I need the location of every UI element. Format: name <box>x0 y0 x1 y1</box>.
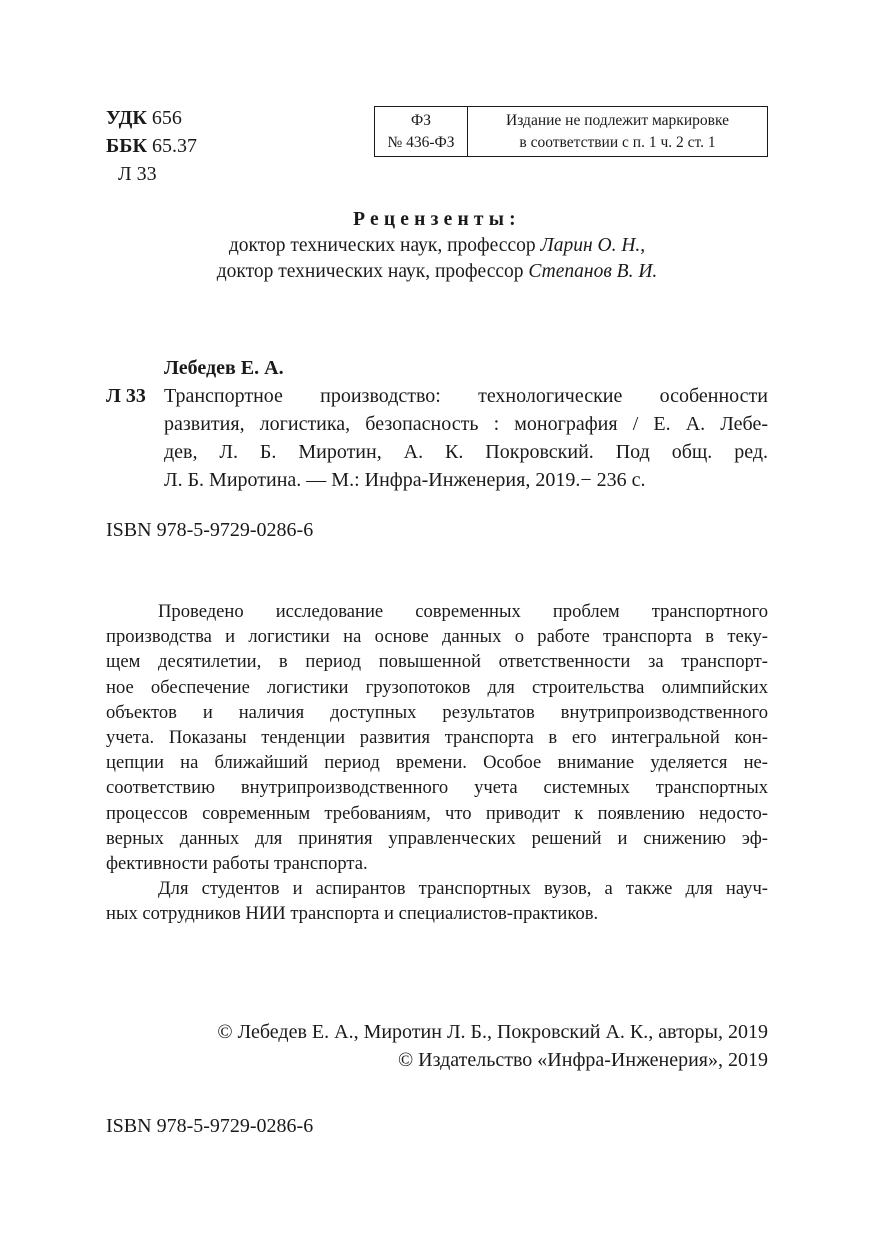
fz-cell: ФЗ № 436-ФЗ <box>375 107 468 156</box>
udk-code: УДК 656 <box>106 107 182 129</box>
reviewers-title: Рецензенты: <box>353 209 521 230</box>
isbn-bottom: ISBN 978-5-9729-0286-6 <box>106 1115 314 1137</box>
bib-code: Л 33 <box>106 385 146 407</box>
abstract-paragraph-2: Для студентов и аспирантов транспортных вузов, а также для науч- ных сотрудников НИИ транспорта и специалистов-практиков. <box>106 878 768 925</box>
reviewers-block <box>106 207 768 285</box>
bbk-code: ББК 65.37 <box>106 135 197 157</box>
marking-table <box>374 106 768 157</box>
reviewer-1: доктор технических наук, профессор Ларин О. Н., <box>228 235 646 256</box>
abstract <box>106 599 768 927</box>
copyright-publisher: © Издательство «Инфра-Инженерия», 2019 <box>397 1049 768 1071</box>
bib-description: Транспортное производство: технологические особенности развития, логистика, безопасность : монография / Е. А. Лебе- дев, Л. Б. Миротин, А. К. Покровский. Под общ. ред. Л. Б. Миротина. — М.: Инфра-Инженерия, 2019.− 236 с. <box>164 385 768 491</box>
copyright-block <box>106 1018 768 1074</box>
classification-codes <box>106 104 197 188</box>
abstract-paragraph-1: Проведено исследование современных проблем транспортного производства и логистики на основе данных о работе транспорта в теку- щем десятилетии, в период повышенной ответственности за транспорт- ное обеспечение логистики грузопотоков для строительства олимпийских объектов и наличия доступных результатов внутрипроизводственного учета. Показаны тенденции развития транспорта в его интегральной кон- цепции на ближайший период времени. Особое внимание уделяется не- соответствию внутрипроизводственного учета системных транспортных процессов современным требованиям, что приводит к появлению недосто- верных данных для принятия управленческих решений и снижению эф- фективности работы транспорта. <box>106 601 768 875</box>
copyright-authors: © Лебедев Е. А., Миротин Л. Б., Покровский А. К., авторы, 2019 <box>217 1021 768 1043</box>
marking-note-cell: Издание не подлежит маркировке в соответствии с п. 1 ч. 2 ст. 1 <box>506 111 729 151</box>
bib-author: Лебедев Е. А. <box>164 357 284 379</box>
reviewer-2: доктор технических наук, профессор Степанов В. И. <box>216 261 658 282</box>
bibliographic-record <box>106 354 768 494</box>
isbn-top: ISBN 978-5-9729-0286-6 <box>106 519 314 541</box>
author-mark: Л 33 <box>118 163 157 185</box>
